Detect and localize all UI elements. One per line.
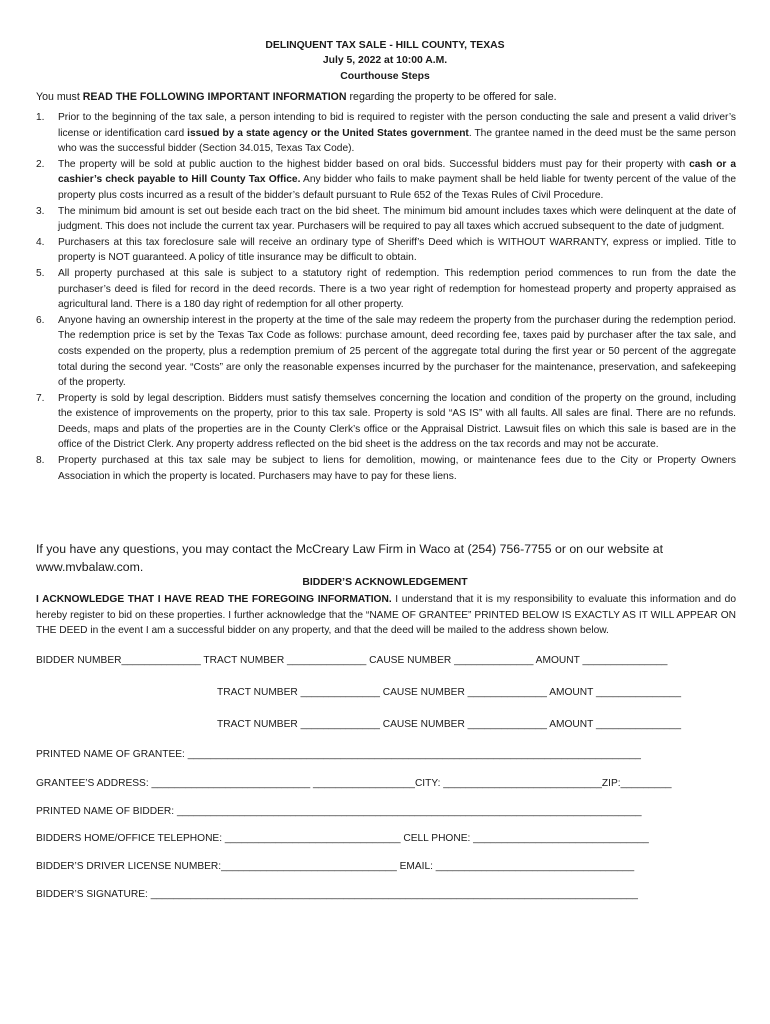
sale-rules-list <box>36 110 736 484</box>
driver-license-field[interactable]: BIDDER’S DRIVER LICENSE NUMBER:_______________________________ EMAIL: ___________________________________ <box>36 861 635 872</box>
intro-statement: You must READ THE FOLLOWING IMPORTANT INFORMATION regarding the property to be offered for sale. <box>36 91 557 103</box>
acknowledgement-text: I ACKNOWLEDGE THAT I HAVE READ THE FOREGOING INFORMATION. I understand that it is my responsibility to evaluate this information and do hereby register to bid on these properties. I further acknowledge that the “NAME OF GRANTEE” PRINTED BELOW IS EXACTLY AS IT WILL APPEAR ON THE DEED in the event I am a successful bidder on any property, and that the deed will be mailed to the address shown below. <box>36 594 736 637</box>
rule-item: 5. All property purchased at this sale is subject to a statutory right of redemption. This redemption period commences to run from the date the purchaser’s deed is filed for record in the deed records. There is a two year right of redemption for homestead property and property appraised as agricultural land. There is a 180 day right of redemption for all other property. <box>36 267 736 311</box>
notice-title: DELINQUENT TAX SALE - HILL COUNTY, TEXAS <box>265 40 505 51</box>
signature-field[interactable]: BIDDER’S SIGNATURE: ______________________________________________________________________________________ <box>36 889 638 900</box>
sale-date: July 5, 2022 at 10:00 A.M. <box>322 55 448 66</box>
contact-info: If you have any questions, you may contact the McCreary Law Firm in Waco at (254) 756-7755 or on our website at www.mvbalaw.com. <box>36 542 663 574</box>
grantee-address-field[interactable]: GRANTEE’S ADDRESS: ____________________________ __________________CITY: ____________________________ZIP:_________ <box>36 778 672 789</box>
grantee-name-field[interactable]: PRINTED NAME OF GRANTEE: ________________________________________________________________________________ <box>36 749 641 760</box>
rule-item: 4. Purchasers at this tax foreclosure sale will receive an ordinary type of Sheriff’s Deed which is WITHOUT WARRANTY, express or implied. Title to property is NOT guaranteed. A policy of title insurance may be difficult to obtain. <box>36 236 736 264</box>
bid-row-2[interactable]: TRACT NUMBER ______________ CAUSE NUMBER ______________ AMOUNT _______________ <box>217 687 682 698</box>
bidder-name-field[interactable]: PRINTED NAME OF BIDDER: __________________________________________________________________________________ <box>36 806 642 817</box>
rule-item: 8. Property purchased at this tax sale may be subject to liens for demolition, mowing, or maintenance fees due to the City or Property Owners Association in which the property is located. Purchasers may have to pay for these liens. <box>36 455 736 482</box>
bid-row-3[interactable]: TRACT NUMBER ______________ CAUSE NUMBER ______________ AMOUNT _______________ <box>217 719 682 730</box>
sale-location: Courthouse Steps <box>340 71 430 82</box>
rule-item: 7. Property is sold by legal description. Bidders must satisfy themselves concerning the location and condition of the property on the ground, including the existence of improvements on the property, prior to this tax sale. Property is sold “AS IS” with all faults. All sales are final. There are no refunds. Deeds, maps and plats of the properties are in the County Clerk’s office or the Appraisal District. Lawsuit files on which this sale is based are in the office of the District Clerk. Any property address reflected on the bid sheet is the address on the tax records and may not be accurate. <box>36 392 736 451</box>
rule-item: 6. Anyone having an ownership interest in the property at the time of the sale may redeem the property from the purchaser during the redemption period. The redemption price is set by the Texas Tax Code as follows: purchase amount, deed recording fee, taxes paid by purchaser after the tax sale, and costs expended on the property, plus a redemption premium of 25 percent of the aggregate total during the first year or 50 percent of the aggregate total during the second year. “Costs” are only the reasonable expenses incurred by the purchaser for the maintenance, preservation, and safekeeping of the property. <box>36 314 736 389</box>
acknowledgement-heading: BIDDER’S ACKNOWLEDGEMENT <box>302 577 468 588</box>
telephone-field[interactable]: BIDDERS HOME/OFFICE TELEPHONE: _______________________________ CELL PHONE: _______________________________ <box>36 833 649 844</box>
bid-row-1[interactable]: BIDDER NUMBER______________ TRACT NUMBER ______________ CAUSE NUMBER ______________ AMOUNT _______________ <box>36 655 668 666</box>
rule-item: 1. Prior to the beginning of the tax sale, a person intending to bid is required to register with the person conducting the sale and present a valid driver’s license or identification card issued by a state agency or the United States government. The grantee named in the deed must be the same person who was the successful bidder (Section 34.015, Texas Tax Code). <box>36 112 736 155</box>
rule-item: 2. The property will be sold at public auction to the highest bidder based on oral bids. Successful bidders must pay for their property with cash or a cashier’s check payable to Hill County Tax Office. Any bidder who fails to make payment shall be held liable for twenty percent of the value of the property plus costs incurred as a result of the bidder’s default pursuant to Rule 652 of the Texas Rules of Civil Procedure. <box>36 158 736 201</box>
rule-item: 3. The minimum bid amount is set out beside each tract on the bid sheet. The minimum bid amount includes taxes which were delinquent at the date of judgment. This does not include the current tax year. Purchasers will be required to pay all taxes which accrued subsequent to the date of judgment. <box>36 205 736 233</box>
